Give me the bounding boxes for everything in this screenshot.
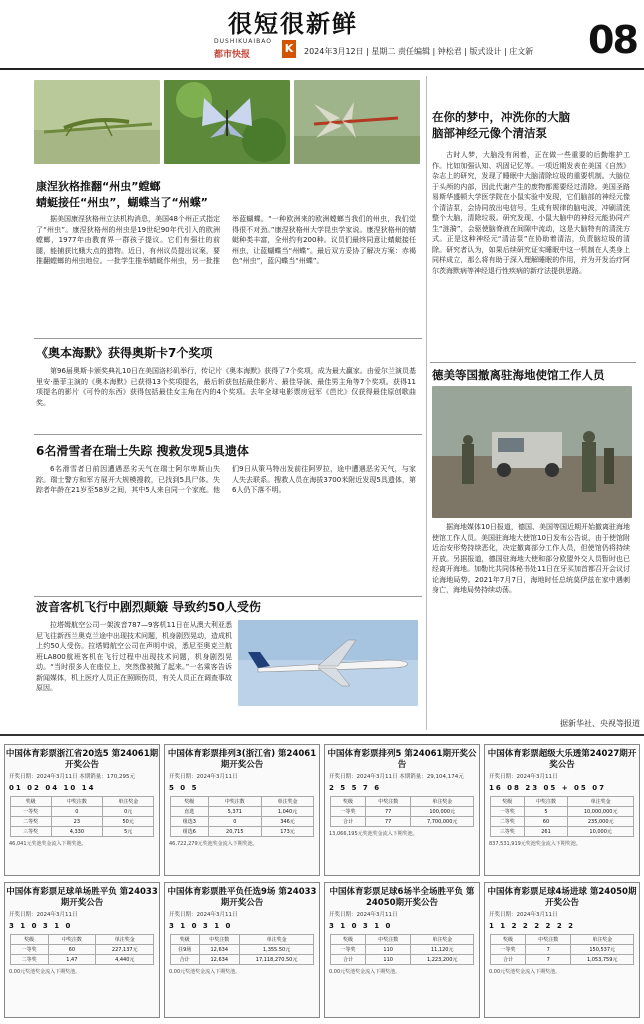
lottery-prize-table — [490, 934, 635, 965]
table-cell: 二等奖 — [490, 817, 524, 827]
table-cell: 173元 — [261, 827, 314, 837]
table-cell: 17,118,270.50元 — [239, 955, 314, 965]
table-row — [170, 817, 314, 827]
brand-logo: K — [282, 40, 296, 58]
divider — [34, 596, 422, 597]
table-cell: 中奖注数 — [51, 797, 102, 807]
divider — [34, 434, 422, 435]
table-cell: 中奖注数 — [525, 797, 568, 807]
table-cell: 5,371 — [208, 807, 261, 817]
table-cell: 20,715 — [208, 827, 261, 837]
lottery-numbers: 3 1 0 3 1 0 — [169, 922, 233, 930]
lottery-notice — [4, 744, 160, 876]
table-row — [10, 945, 154, 955]
table-cell: 中奖注数 — [366, 935, 411, 945]
table-cell: 227,137元 — [96, 945, 154, 955]
table-cell: 一等奖 — [330, 945, 366, 955]
neural-body-text: 古时人梦，大脑没有闲着，正在做一些重要的后勤维护工作。比如加强认知、巩固记忆等。一项近期发表在美国《自然》杂志上的研究，发现了睡眠中大脑清除垃圾的重要机制。大脑位于头颅的内部，因此代谢产生的废物都需要经过清除。美国圣路易斯华盛顿大学医学院在小鼠实验中发现，它们脑部的神经元像个清洁泵，会协同放出电信号，生成有规律的脑电波，冲刷清洗整个大脑，清除垃圾。研究发现，小鼠大脑中的神经元能协同产生“涟漪”，会驱使脑脊液在间隙中流动，这是大脑特有的清洗方式。正是这种神经元“清洁泵”在协助着清洁，负责脑垃圾的清除。研究者认为，如果后续研究证实睡眠中这一机制在人类身上同样成立，那么将有助于深入理解睡眠的作用，并为开发治疗阿尔茨海默病等神经退行性疾病的新疗法提供思路。 — [432, 151, 630, 275]
table-cell: 12,634 — [199, 955, 239, 965]
table-cell: 10,000,000元 — [567, 807, 633, 817]
table-cell: 单注奖金 — [567, 797, 633, 807]
lottery-numbers: 5 0 5 — [169, 784, 199, 792]
lottery-meta: 开奖日期：2024年3月11日 — [169, 774, 238, 780]
table-cell: 合计 — [330, 955, 366, 965]
table-cell: 12,634 — [199, 945, 239, 955]
brand-name: 都市快报 — [214, 50, 251, 60]
table-cell: 150,537元 — [571, 945, 634, 955]
insects-subheadline: 蜻蜓接任“州虫”，蝴蝶当了“州蝶” — [36, 196, 208, 209]
lottery-title: 中国体育彩票足球6场半全场胜平负 第24050期开奖公告 — [329, 887, 475, 908]
lottery-meta: 开奖日期：2024年3月11日 — [489, 912, 558, 918]
table-row — [330, 807, 474, 817]
table-cell: 5元 — [103, 827, 154, 837]
table-cell: 中奖注数 — [48, 935, 95, 945]
oscar-body — [36, 366, 416, 426]
table-cell: 组选6 — [170, 827, 208, 837]
table-cell: 4,330 — [51, 827, 102, 837]
table-row — [330, 935, 474, 945]
table-cell: 77 — [366, 807, 411, 817]
boeing-body-text: 拉塔姆航空公司一架波音787—9客机11日在从澳大利亚悉尼飞往新西兰奥克兰途中出现技术问题，机身剧烈晃动，造成机上约50人受伤。拉塔姆航空公司在声明中说，悉尼至奥克兰航班LA800航班客机在飞行过程中出现技术问题，机身剧烈晃动。“当时很多人在座位上，突然像被抛了起来。”一名乘客告诉新闻媒体，机上医疗人员正在照顾伤员，有关人员正在调查事故原因。 — [36, 621, 232, 692]
table-row — [330, 797, 474, 807]
table-cell: 11,120元 — [411, 945, 474, 955]
troops-body-text: 据海地媒体10日报道，德国、美国等国近期开始撤离驻海地使馆工作人员。美国驻海地大使馆10日发布公告说，由于使馆附近治安形势持续恶化，决定撤离部分工作人员，但使馆仍将持续开放。另据报道，德国驻海地大使和部分欧盟外交人员暂时也已经离开海地。加勒比共同体秘书处11日在牙买加首都召开会议讨论海地局势。2021年7月7日，海地时任总统莫伊兹在家中遇刺身亡，海地局势持续动荡。 — [432, 523, 630, 594]
avalanche-headline: 6名滑雪者在瑞士失踪 搜救发现5具遗体 — [36, 444, 249, 458]
table-cell: 合计 — [170, 955, 199, 965]
table-cell: 4,440元 — [96, 955, 154, 965]
table-cell: 三等奖 — [10, 827, 51, 837]
table-cell: 1,47 — [48, 955, 95, 965]
table-cell: 奖级 — [170, 797, 208, 807]
table-cell: 60 — [525, 817, 568, 827]
lottery-prize-table — [490, 796, 635, 837]
table-cell: 0元 — [103, 807, 154, 817]
table-row — [490, 935, 634, 945]
table-row — [170, 935, 314, 945]
table-cell: 7 — [526, 945, 571, 955]
table-cell: 50元 — [103, 817, 154, 827]
table-row — [490, 955, 634, 965]
table-cell: 1,355.50元 — [239, 945, 314, 955]
lottery-meta: 开奖日期：2024年3月11日 本期销量：29,104,174元 — [329, 774, 464, 780]
boeing-headline: 波音客机飞行中剧烈颠簸 导致约50人受伤 — [36, 600, 261, 614]
dragonfly-photo — [294, 80, 420, 164]
table-row — [10, 807, 154, 817]
table-cell: 单注奖金 — [239, 935, 314, 945]
table-cell: 100,000元 — [411, 807, 474, 817]
table-cell: 三等奖 — [490, 827, 524, 837]
lottery-prize-table — [10, 934, 155, 965]
table-row — [490, 817, 634, 827]
lottery-notice — [164, 882, 320, 1018]
table-cell: 奖级 — [330, 935, 366, 945]
table-cell: 奖级 — [170, 935, 199, 945]
insects-body-text: 据美国康涅狄格州立法机构消息，美国48个州正式指定了“州虫”。康涅狄格州的州虫是19世纪90年代引入的欧洲螳螂，1977年由教育界一群孩子提议。它们有强壮的前腿，能捕获比蛾大点的猎物。近日，有州议员提出议案，要推翻螳螂的州虫地位。一批学生推举蜻蜓作州虫，另一批推举蓝蝴蝶。“一种欧洲来的欧洲螳螂当我们的州虫，我们觉得很不对劲。”康涅狄格州大学昆虫学家说。康涅狄格州的蜻蜓种类丰富，全州约有200种。议员们最终同意让蜻蜓接任州虫，让蓝蝴蝶当“州蝶”。最后双方妥协了解决方案：赤褐色“州虫”，蓝闪蝶当“州蝶”。 — [36, 215, 416, 265]
table-cell: 0 — [208, 817, 261, 827]
brand-pinyin: DUSHIKUAIBAO — [214, 38, 272, 45]
table-cell: 奖级 — [10, 797, 51, 807]
lottery-title: 中国体育彩票浙江省20选5 第24061期开奖公告 — [5, 749, 159, 770]
divider — [34, 338, 422, 339]
lottery-title: 中国体育彩票排列5 第24061期开奖公告 — [327, 749, 477, 770]
troops-body — [432, 522, 630, 716]
lottery-numbers: 3 1 0 3 1 0 — [329, 922, 393, 930]
table-cell: 直选 — [170, 807, 208, 817]
masthead — [0, 0, 644, 70]
table-row — [170, 945, 314, 955]
table-cell: 单注奖金 — [571, 935, 634, 945]
lottery-prize-table — [170, 796, 315, 837]
table-cell: 单注奖金 — [411, 797, 474, 807]
table-cell: 奖级 — [330, 797, 366, 807]
lottery-notice — [4, 882, 160, 1018]
neural-subheadline: 脑部神经元像个清洁泵 — [432, 126, 547, 140]
lottery-note: 46,041元奖池奖金流入下期奖池。 — [9, 841, 87, 847]
lottery-meta: 开奖日期：2024年3月11日 — [9, 912, 78, 918]
table-cell: 合计 — [490, 955, 526, 965]
table-cell: 7,700,000元 — [411, 817, 474, 827]
boeing-body — [36, 620, 232, 728]
table-cell: 110 — [366, 945, 411, 955]
lottery-note: 0.00元奖池奖金流入下期奖池。 — [329, 969, 401, 975]
table-row — [10, 955, 154, 965]
lottery-notice — [164, 744, 320, 876]
table-cell: 1,040元 — [261, 807, 314, 817]
table-cell: 中奖注数 — [199, 935, 239, 945]
table-row — [10, 827, 154, 837]
table-cell: 一等奖 — [490, 945, 526, 955]
lottery-prize-table — [10, 796, 155, 837]
lottery-numbers: 1 1 2 2 2 2 2 2 — [489, 922, 576, 930]
lottery-numbers: 3 1 0 3 1 0 — [9, 922, 73, 930]
news-credit: 据新华社、央视等报道 — [560, 719, 640, 728]
avalanche-body — [36, 464, 416, 590]
column-rule — [426, 76, 427, 730]
table-cell: 77 — [366, 817, 411, 827]
lottery-note: 13,066,195元奖池奖金流入下期奖池。 — [329, 831, 418, 837]
lottery-notice — [324, 744, 480, 876]
oscar-headline: 《奥本海默》获得奥斯卡7个奖项 — [36, 346, 213, 360]
mantis-photo — [34, 80, 160, 164]
lottery-note: 0.00元奖池奖金流入下期奖池。 — [169, 969, 241, 975]
lottery-note: 0.00元奖池奖金流入下期奖池。 — [489, 969, 561, 975]
lottery-meta: 开奖日期：2024年3月11日 — [329, 912, 398, 918]
lottery-title: 中国体育彩票胜平负任选9场 第24033期开奖公告 — [167, 887, 317, 908]
table-cell: 346元 — [261, 817, 314, 827]
table-row — [10, 817, 154, 827]
table-row — [10, 797, 154, 807]
lottery-notice — [484, 882, 640, 1018]
table-cell: 二等奖 — [10, 817, 51, 827]
neural-body — [432, 150, 630, 362]
table-cell: 一等奖 — [490, 807, 524, 817]
table-cell: 60 — [48, 945, 95, 955]
table-row — [490, 797, 634, 807]
airplane-photo — [238, 620, 418, 706]
table-row — [490, 827, 634, 837]
lottery-prize-table — [330, 796, 475, 827]
column-title: 很短很新鲜 — [228, 9, 358, 38]
lottery-prize-table — [330, 934, 475, 965]
neural-headline: 在你的梦中，冲洗你的大脑 — [432, 110, 570, 124]
lottery-numbers: 01 02 04 10 14 — [9, 784, 96, 792]
table-cell: 261 — [525, 827, 568, 837]
lottery-meta: 开奖日期：2024年3月11日 — [489, 774, 558, 780]
table-cell: 中奖注数 — [208, 797, 261, 807]
lottery-meta: 开奖日期：2024年3月11日 本期销量：170,295元 — [9, 774, 135, 780]
table-row — [330, 955, 474, 965]
table-cell: 110 — [366, 955, 411, 965]
lottery-notice — [484, 744, 640, 876]
insects-body — [36, 214, 416, 330]
table-cell: 中奖注数 — [366, 797, 411, 807]
table-cell: 任9场 — [170, 945, 199, 955]
table-cell: 中奖注数 — [526, 935, 571, 945]
butterfly-photo — [164, 80, 290, 164]
table-cell: 奖级 — [490, 935, 526, 945]
oscar-body-text: 第96届奥斯卡颁奖典礼10日在美国洛杉矶举行，传记片《奥本海默》获得了7个奖项，成为最大赢家。由爱尔兰演员基里安·墨菲主演的《奥本海默》已获得13个奖项提名，最后斩获包括最佳影片、最佳导演、最佳男主角等7个奖项。获得11项提名的影片《可怜的东西》获得包括最佳女主角在内的4个奖项。去年全球电影票房冠军《芭比》仅获得最佳原创歌曲奖。 — [36, 367, 416, 407]
lottery-title: 中国体育彩票足球4场进球 第24050期开奖公告 — [487, 887, 637, 908]
divider — [430, 362, 636, 363]
table-cell: 1,053,759元 — [571, 955, 634, 965]
table-cell: 单注奖金 — [261, 797, 314, 807]
table-cell: 奖级 — [490, 797, 524, 807]
table-cell: 组选3 — [170, 817, 208, 827]
table-cell: 单注奖金 — [103, 797, 154, 807]
table-cell: 0 — [51, 807, 102, 817]
lottery-note: 837,531,919元奖池奖金流入下期奖池。 — [489, 841, 581, 847]
table-cell: 一等奖 — [10, 945, 48, 955]
table-row — [170, 797, 314, 807]
issue-meta: 2024年3月12日 | 星期二 责任编辑 | 钟松君 | 版式设计 | 庄文新 — [304, 47, 534, 56]
table-row — [490, 807, 634, 817]
table-row — [490, 945, 634, 955]
table-cell: 23 — [51, 817, 102, 827]
table-row — [170, 955, 314, 965]
table-cell: 奖级 — [10, 935, 48, 945]
table-row — [170, 807, 314, 817]
table-row — [10, 935, 154, 945]
lottery-prize-table — [170, 934, 315, 965]
table-cell: 7 — [526, 955, 571, 965]
lottery-note: 0.00元奖池奖金流入下期奖池。 — [9, 969, 81, 975]
table-cell: 单注奖金 — [411, 935, 474, 945]
table-cell: 一等奖 — [10, 807, 51, 817]
table-cell: 二等奖 — [10, 955, 48, 965]
insects-headline: 康涅狄格推翻“州虫”螳螂 — [36, 180, 161, 193]
section-divider — [0, 734, 644, 736]
table-cell: 单注奖金 — [96, 935, 154, 945]
table-cell: 235,000元 — [567, 817, 633, 827]
troops-headline: 德美等国撤离驻海地使馆工作人员 — [432, 368, 605, 382]
lottery-numbers: 16 08 23 05 + 05 07 — [489, 784, 606, 792]
table-row — [330, 945, 474, 955]
avalanche-body-text: 6名滑雪者日前因遭遇恶劣天气在瑞士阿尔卑斯山失踪。瑞士警方和军方展开大规模搜救，已找到5具尸体。失踪者年龄在21岁至58岁之间，其中5人来自同一个家庭。他们9日从策马特出发前往阿罗拉，途中遭遇恶劣天气，与家人失去联系。搜救人员在海拔3700米附近发现5具遗体，第6人仍下落不明。 — [36, 465, 416, 494]
page-number: 08 — [588, 18, 637, 62]
table-cell: 10,000元 — [567, 827, 633, 837]
table-row — [170, 827, 314, 837]
table-cell: 合计 — [330, 817, 366, 827]
lottery-title: 中国体育彩票足球单场胜平负 第24033期开奖公告 — [6, 887, 158, 908]
lottery-title: 中国体育彩票排列3(浙江省) 第24061期开奖公告 — [167, 749, 317, 770]
table-cell: 1,223,200元 — [411, 955, 474, 965]
lottery-note: 46,722,279元奖池奖金流入下期奖池。 — [169, 841, 258, 847]
lottery-meta: 开奖日期：2024年3月11日 — [169, 912, 238, 918]
table-cell: 5 — [525, 807, 568, 817]
lottery-numbers: 2 5 5 7 6 — [329, 784, 382, 792]
lottery-title: 中国体育彩票超级大乐透第24027期开奖公告 — [487, 749, 637, 770]
table-row — [330, 817, 474, 827]
lottery-notice — [324, 882, 480, 1018]
soldiers-photo — [432, 386, 632, 518]
table-cell: 一等奖 — [330, 807, 366, 817]
